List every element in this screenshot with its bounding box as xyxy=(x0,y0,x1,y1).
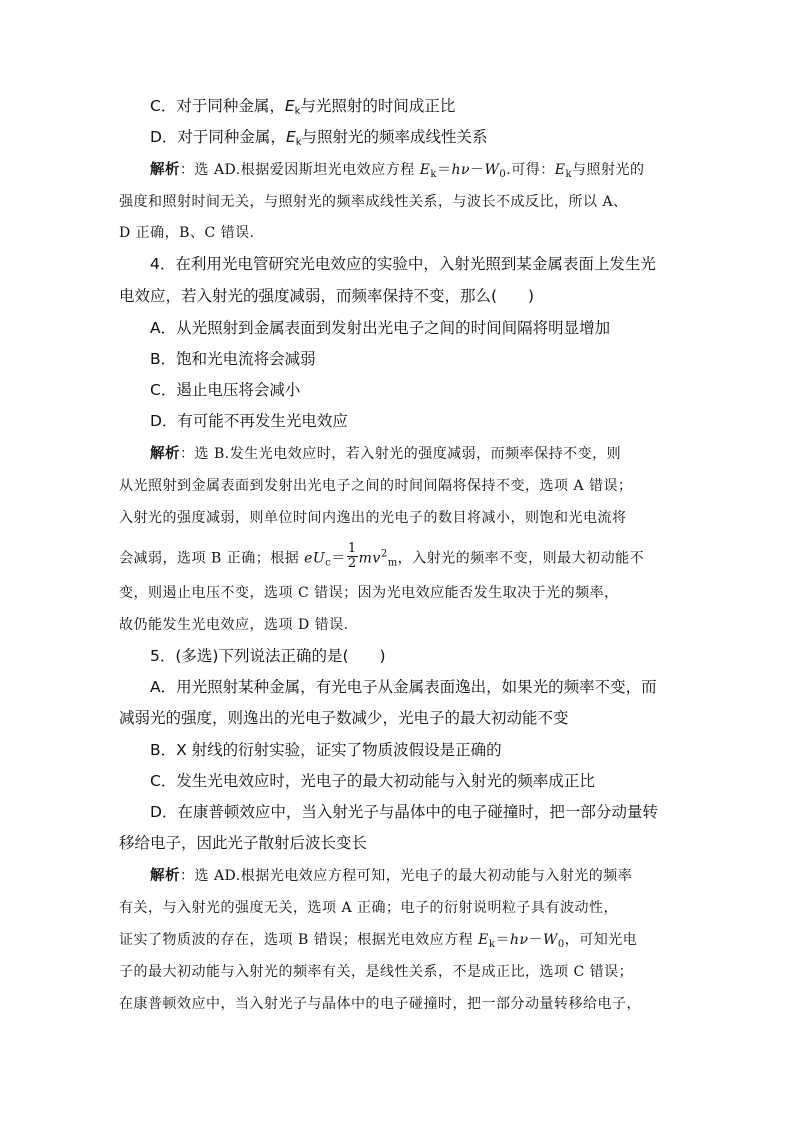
math-subscript: k xyxy=(565,169,573,180)
q5-solution-line-4: 子的最大初动能与入射光的频率有关，是线性关系，不是成正比，选项 C 错误； xyxy=(119,964,634,980)
q5-solution-line-2: 有关，与入射光的强度无关，选项 A 正确；电子的衍射说明粒子具有波动性， xyxy=(119,900,619,916)
math-symbol: E xyxy=(285,128,296,146)
solution-text: .可得： xyxy=(506,162,555,178)
q5-solution-line-1 xyxy=(150,866,632,886)
math-symbol: hν xyxy=(509,932,529,948)
math-subscript: k xyxy=(488,939,496,950)
option-text: 与照射光的频率成线性关系 xyxy=(301,128,488,146)
math-subscript: k xyxy=(295,137,302,148)
math-subscript: k xyxy=(430,169,437,180)
q3-solution-line-2: 强度和照射时间无关，与照射光的频率成线性关系，与波长不成反比，所以 A、 xyxy=(119,194,628,210)
math-subscript: c xyxy=(325,557,332,569)
math-symbol: W xyxy=(484,162,500,178)
solution-text: 与照射光的 xyxy=(572,162,645,178)
q5-option-d-line-1: D．在康普顿效应中，当入射光子与晶体中的电子碰撞时，把一部分动量转 xyxy=(150,803,658,821)
fraction-denominator: 2 xyxy=(347,556,357,571)
option-text: 与光照射的时间成正比 xyxy=(300,97,456,115)
math-symbol: E xyxy=(419,162,431,178)
q3-solution-line-1 xyxy=(150,160,645,180)
fraction xyxy=(347,542,358,571)
q4-option-a: A．从光照射到金属表面到发射出光电子之间的时间间隔将明显增加 xyxy=(150,319,611,337)
math-subscript: 0 xyxy=(499,169,507,180)
q5-option-b: B．X 射线的衍射实验，证实了物质波假设是正确的 xyxy=(150,741,502,759)
q4-solution-line-3: 入射光的强度减弱，则单位时间内逸出的光电子的数目将减小，则饱和光电流将 xyxy=(119,510,627,526)
math-symbol: E xyxy=(284,97,295,115)
math-symbol: W xyxy=(542,932,558,948)
q3-option-d xyxy=(150,127,488,147)
fraction-numerator: 1 xyxy=(347,541,357,556)
q4-option-d: D．有可能不再发生光电效应 xyxy=(150,412,348,430)
option-text: C．对于同种金属， xyxy=(150,97,285,115)
q3-solution-line-3: D 正确，B、C 错误. xyxy=(119,225,255,241)
q5-solution-line-5: 在康普顿效应中，当入射光子与晶体中的电子碰撞时，把一部分动量转移给电子， xyxy=(119,996,641,1012)
solution-label: 解析 xyxy=(150,868,180,884)
math-superscript: 2 xyxy=(380,548,388,560)
math-subscript: 0 xyxy=(557,939,565,950)
q3-option-c xyxy=(150,96,455,116)
q4-solution-line-1 xyxy=(150,444,621,464)
q4-solution-line-2: 从光照射到金属表面到发射出光电子之间的时间间隔将保持不变，选项 A 错误； xyxy=(119,478,633,494)
q4-solution-line-6: 故仍能发生光电效应，选项 D 错误. xyxy=(119,617,349,633)
q4-solution-line-4 xyxy=(119,541,645,573)
math-operator: ＝ xyxy=(331,550,346,567)
math-operator: － xyxy=(470,162,485,178)
math-symbol: mv xyxy=(358,550,381,567)
solution-label: 解析 xyxy=(150,446,180,462)
math-subscript: m xyxy=(387,557,398,569)
solution-text: ，可知光电 xyxy=(564,932,638,948)
math-symbol: E xyxy=(478,932,489,948)
solution-text: ：选 AD.根据爱因斯坦光电效应方程 xyxy=(180,162,420,178)
solution-text: 证实了物质波的存在，选项 B 错误；根据光电效应方程 xyxy=(119,932,479,948)
q4-option-b: B．饱和光电流将会减弱 xyxy=(150,350,316,368)
solution-text: ：选 B.发生光电效应时，若入射光的强度减弱，而频率保持不变，则 xyxy=(180,446,622,462)
q4-stem-line-1: 4．在利用光电管研究光电效应的实验中，入射光照到某金属表面上发生光 xyxy=(150,255,656,273)
math-subscript: k xyxy=(294,106,301,117)
solution-text: ：选 AD.根据光电效应方程可知，光电子的最大初动能与入射光的频率 xyxy=(180,868,633,884)
q4-stem-line-2: 电效应，若入射光的强度减弱，而频率保持不变，那么( ) xyxy=(119,287,535,305)
math-operator: ＝ xyxy=(495,932,510,948)
math-operator: ＝ xyxy=(436,162,452,178)
q4-solution-line-5: 变，则遏止电压不变，选项 C 错误；因为光电效应能否发生取决于光的频率， xyxy=(119,585,619,601)
q5-solution-line-3 xyxy=(119,930,637,950)
q5-option-a-line-1: A．用光照射某种金属，有光电子从金属表面逸出，如果光的频率不变，而 xyxy=(150,678,657,696)
q4-option-c: C．遏止电压将会减小 xyxy=(150,381,301,399)
math-symbol: eU xyxy=(304,550,326,567)
math-operator: － xyxy=(528,932,543,948)
q5-option-d-line-2: 移给电子，因此光子散射后波长变长 xyxy=(119,834,368,852)
solution-text: 会减弱，选项 B 正确；根据 xyxy=(119,550,305,567)
math-symbol: hν xyxy=(451,162,471,178)
solution-label: 解析 xyxy=(150,162,180,178)
option-text: D．对于同种金属， xyxy=(150,128,286,146)
math-symbol: E xyxy=(554,162,566,178)
q5-option-a-line-2: 减弱光的强度，则逸出的光电子数减少，光电子的最大初动能不变 xyxy=(119,709,569,727)
q5-stem: 5．(多选)下列说法正确的是( ) xyxy=(150,647,386,665)
solution-text: ，入射光的频率不变，则最大初动能不 xyxy=(397,550,645,567)
q5-option-c: C．发生光电效应时，光电子的最大初动能与入射光的频率成正比 xyxy=(150,772,595,790)
